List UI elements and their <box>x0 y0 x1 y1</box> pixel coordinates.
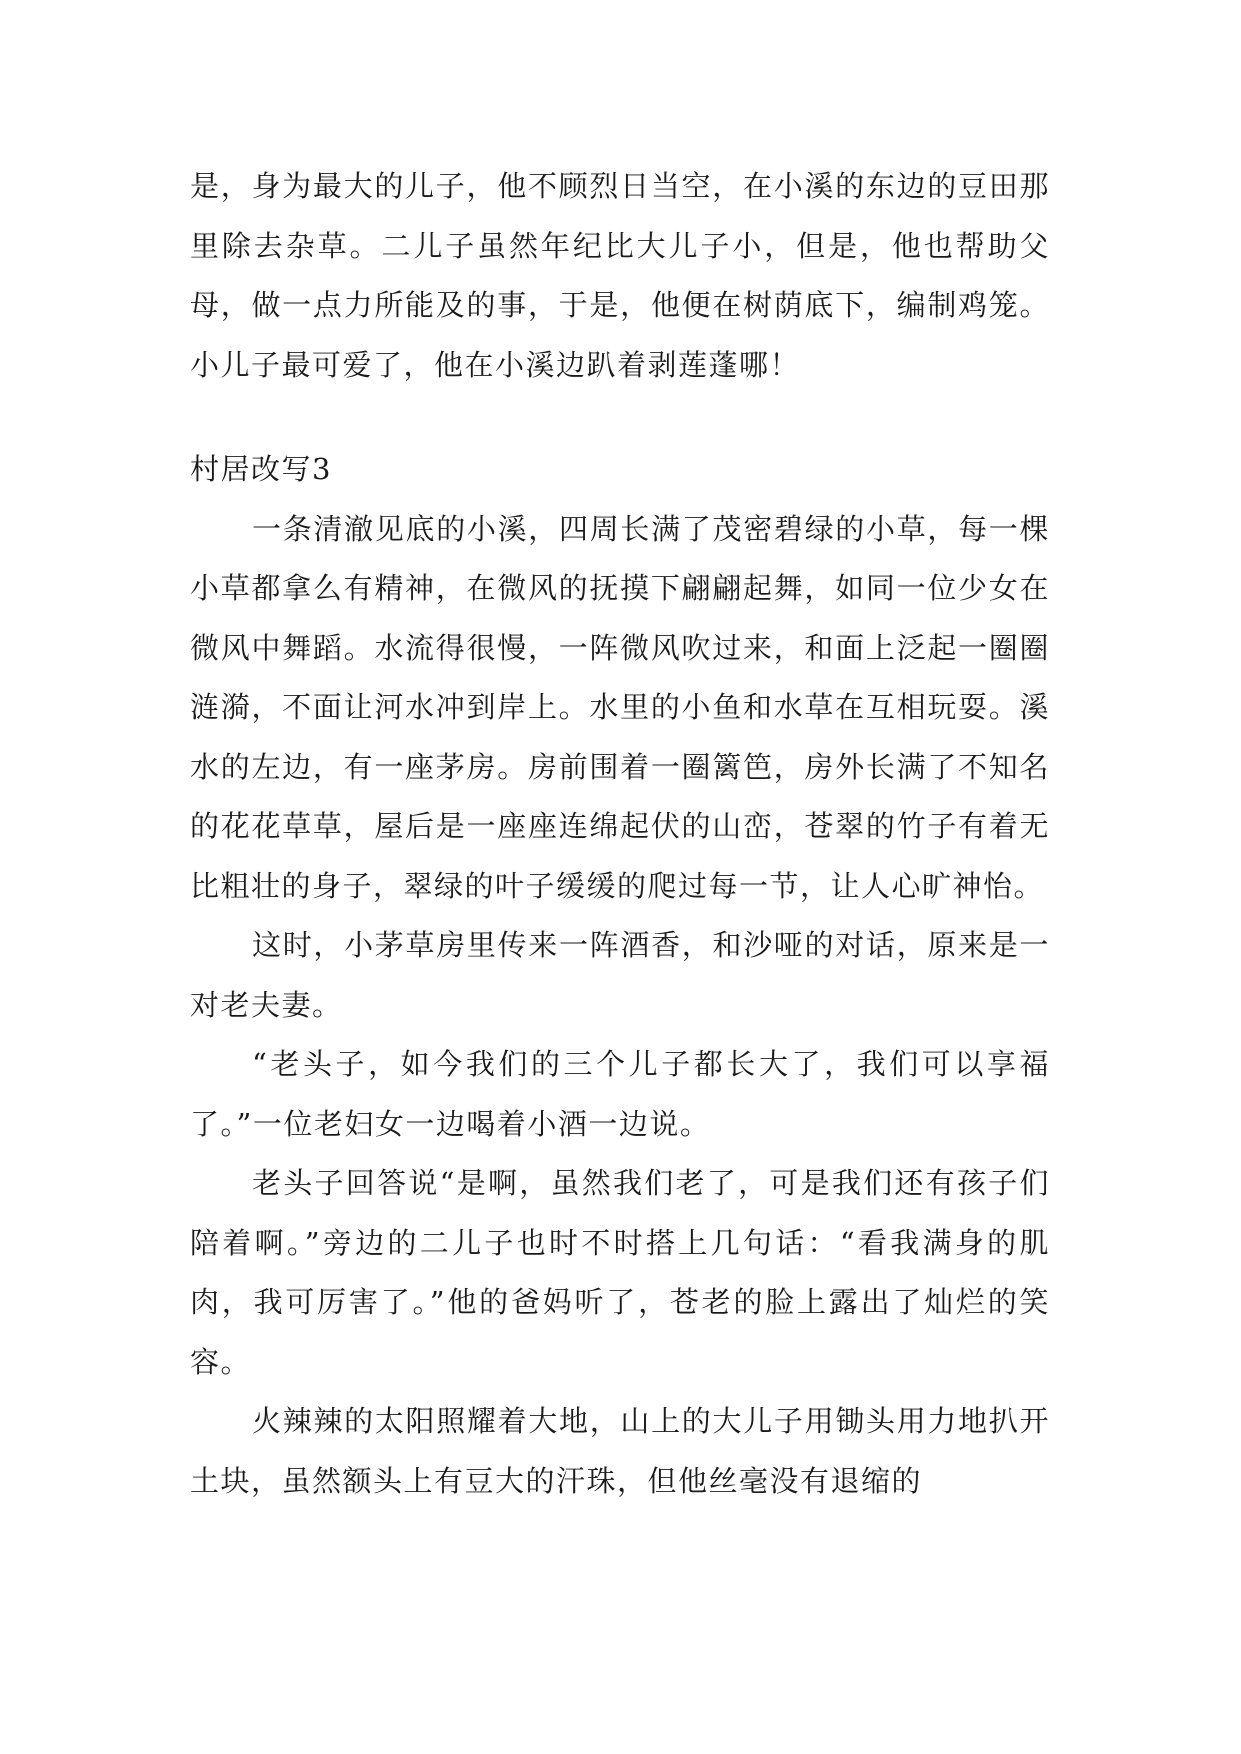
section-heading: 村居改写3 <box>190 452 332 486</box>
continuation-paragraph: 是，身为最大的儿子，他不顾烈日当空，在小溪的东边的豆田那里除去杂草。二儿子虽然年纪比大儿子小，但是，他也帮助父母，做一点力所能及的事，于是，他便在树荫底下，编制鸡笼。小儿子最可爱了，他在小溪边趴着剥莲蓬哪！ <box>190 169 1050 382</box>
body-paragraph: “老头子，如今我们的三个儿子都长大了，我们可以享福了。”一位老妇女一边喝着小酒一边说。 <box>190 1047 1050 1141</box>
document-body <box>190 157 1050 1511</box>
body-paragraph: 这时，小茅草房里传来一阵酒香，和沙哑的对话，原来是一对老夫妻。 <box>190 928 1050 1022</box>
body-paragraph: 一条清澈见底的小溪，四周长满了茂密碧绿的小草，每一棵小草都拿么有精神，在微风的抚摸下翩翩起舞，如同一位少女在微风中舞蹈。水流得很慢，一阵微风吹过来，和面上泛起一圈圈涟漪，不面让河水冲到岸上。水里的小鱼和水草在互相玩耍。溪水的左边，有一座茅房。房前围着一圈篱笆，房外长满了不知名的花花草草，屋后是一座座连绵起伏的山峦，苍翠的竹子有着无比粗壮的身子，翠绿的叶子缓缓的爬过每一节，让人心旷神怡。 <box>190 511 1050 903</box>
body-paragraph: 老头子回答说“是啊，虽然我们老了，可是我们还有孩子们陪着啊。”旁边的二儿子也时不时搭上几句话：“看我满身的肌肉，我可厉害了。”他的爸妈听了，苍老的脸上露出了灿烂的笑容。 <box>190 1166 1050 1379</box>
body-paragraph: 火辣辣的太阳照耀着大地，山上的大儿子用锄头用力地扒开土块，虽然额头上有豆大的汗珠，但他丝毫没有退缩的 <box>190 1404 1050 1498</box>
